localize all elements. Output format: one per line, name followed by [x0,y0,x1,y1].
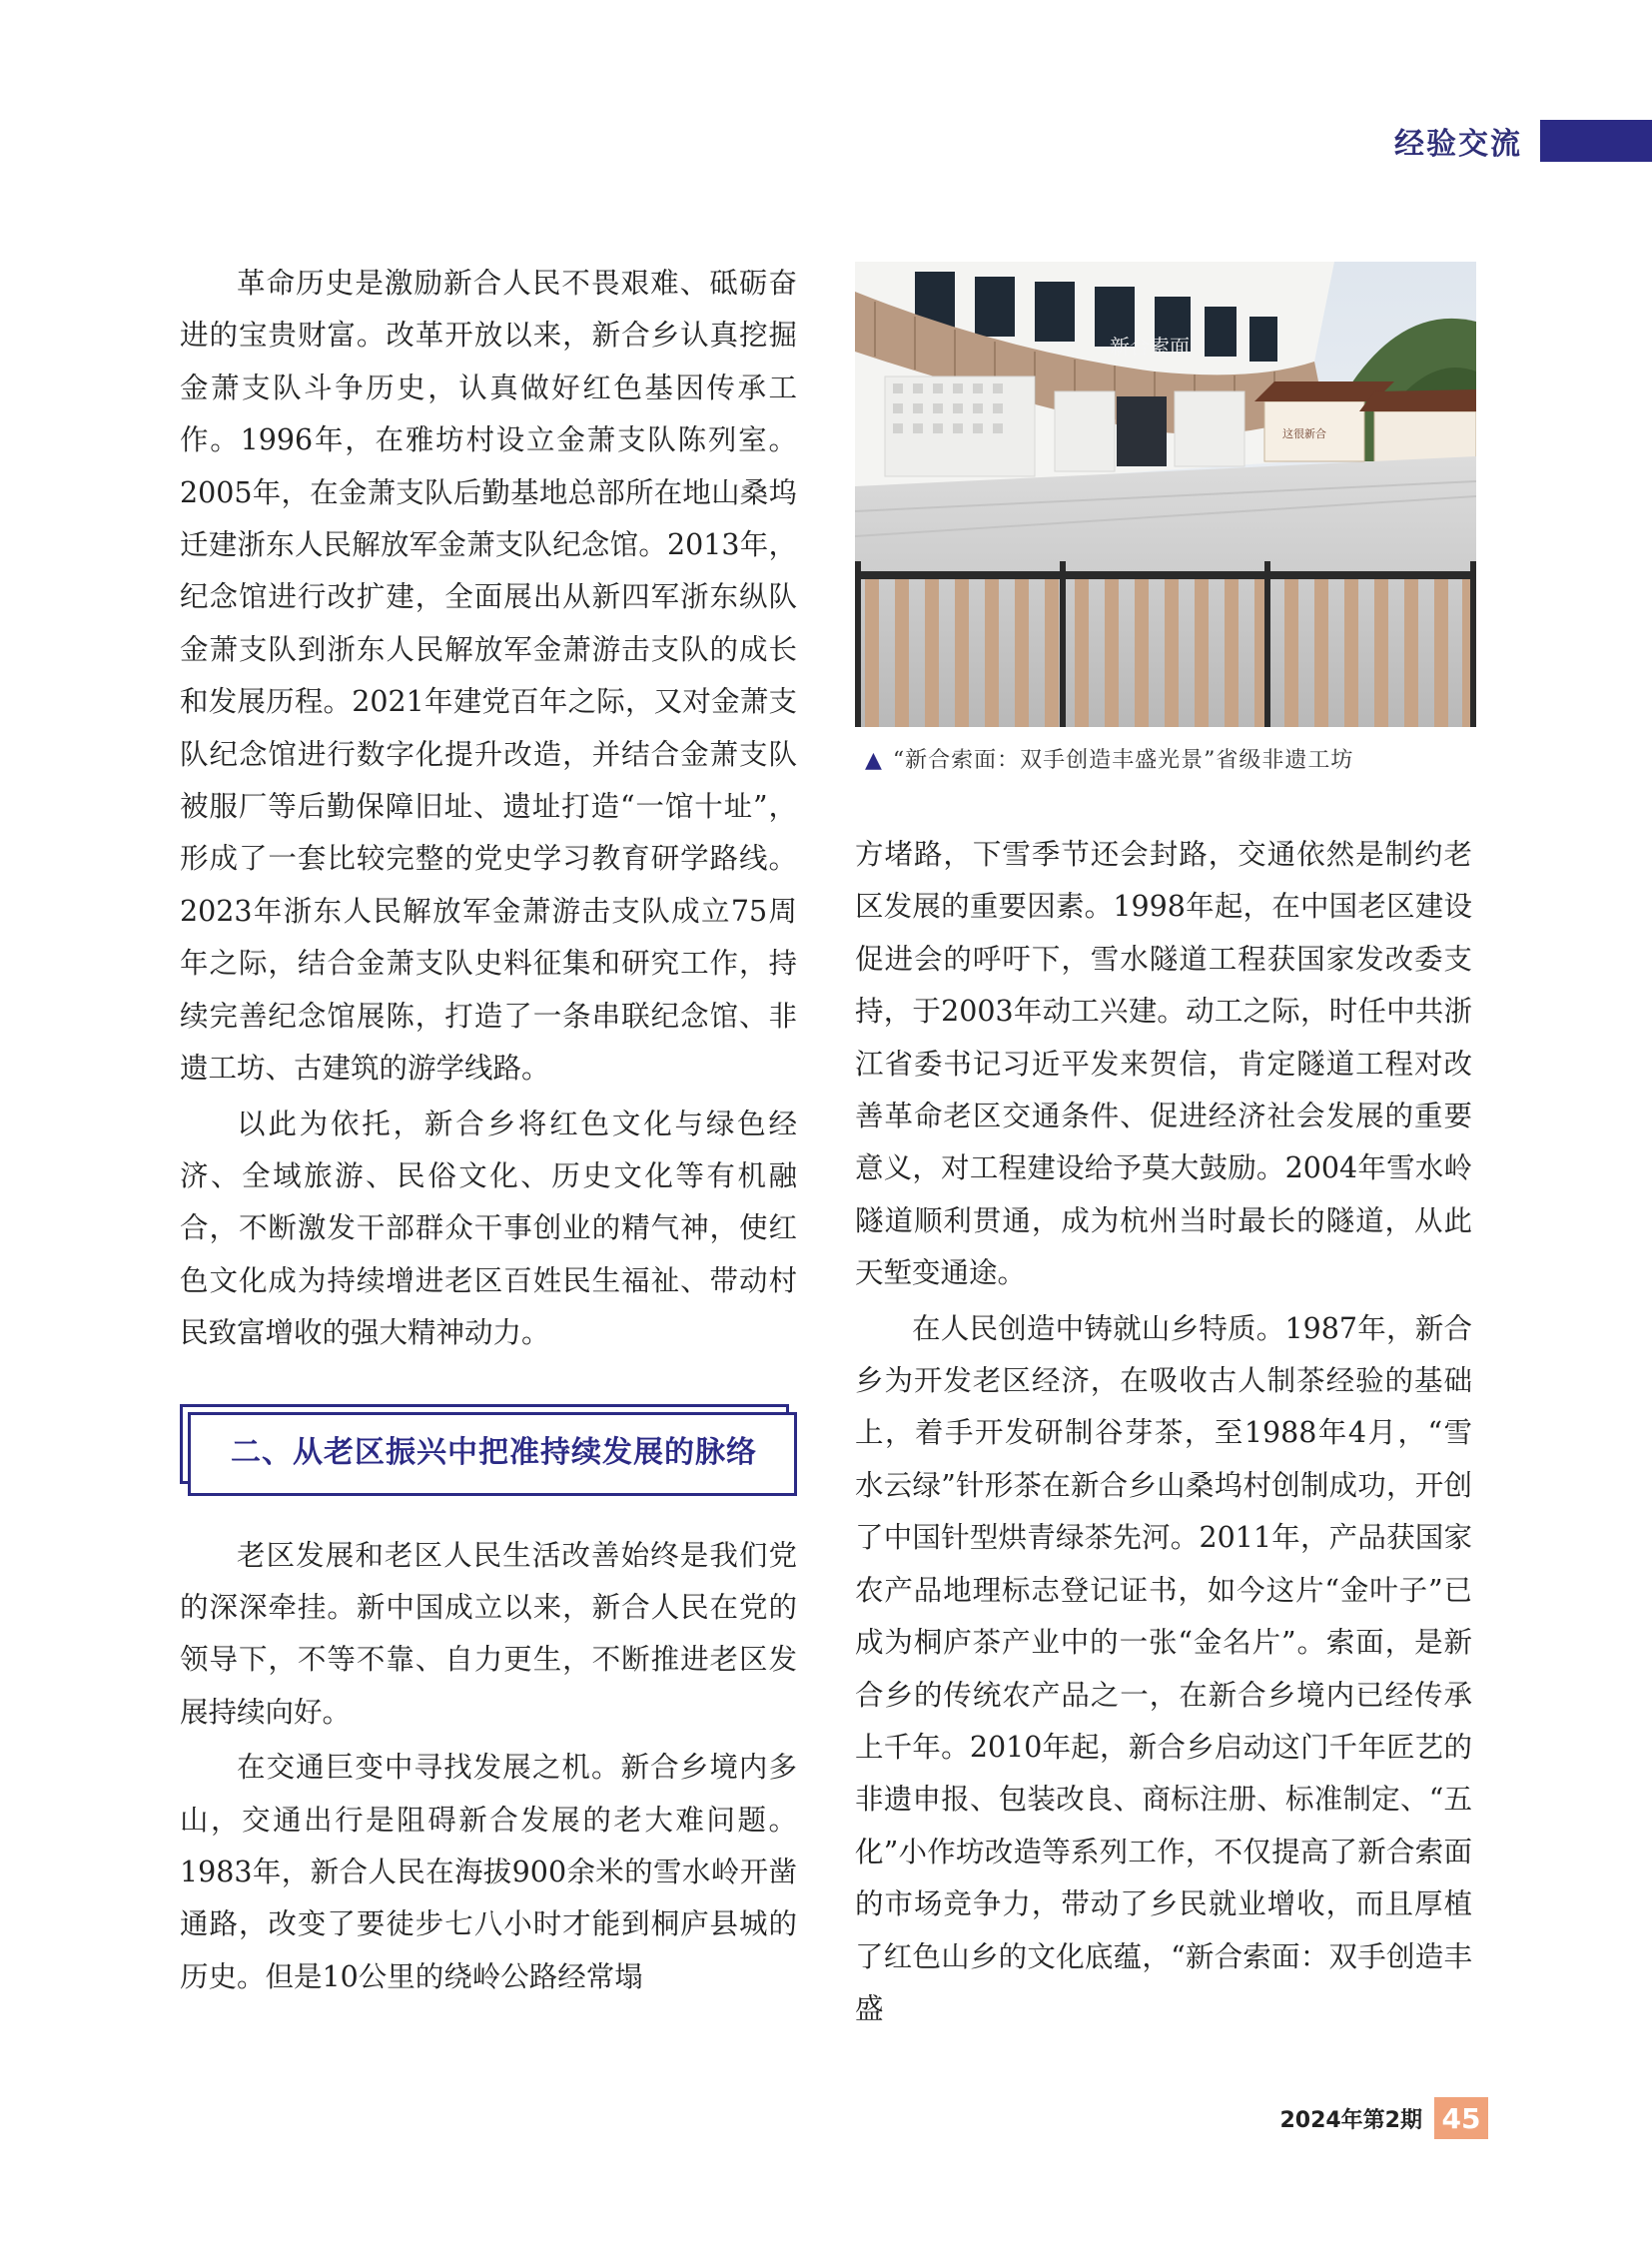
photo-sign: 新合索面 [1110,335,1190,359]
page-footer [1279,2097,1488,2139]
right-column [855,829,1472,2035]
heading-text: 二、从老区振兴中把准持续发展的脉络 [231,1435,757,1471]
photo-illustration [855,262,1476,727]
heading-box [188,1412,797,1496]
section-tag [1394,120,1652,162]
building-photo [855,262,1476,727]
paragraph: 在交通巨变中寻找发展之机。新合乡境内多山，交通出行是阻碍新合发展的老大难问题。1983年，新合人民在海拔900余米的雪水岭开凿通路，改变了要徒步七八小时才能到桐庐县城的历史。但是10公里的绕岭公路经常塌 [180,1751,797,1993]
page-number: 45 [1434,2097,1488,2139]
section-color-bar [1540,120,1652,162]
paragraph: 以此为依托，新合乡将红色文化与绿色经济、全域旅游、民俗文化、历史文化等有机融合，不断激发干部群众干事创业的精气神，使红色文化成为持续增进老区百姓民生福祉、带动村民致富增收的强大精神动力。 [180,1107,797,1350]
paragraph: 方堵路，下雪季节还会封路，交通依然是制约老区发展的重要因素。1998年起，在中国老区建设促进会的呼吁下，雪水隧道工程获国家发改委支持，于2003年动工兴建。动工之际，时任中共浙江省委书记习近平发来贺信，肯定隧道工程对改善革命老区交通条件、促进经济社会发展的重要意义，对工程建设给予莫大鼓励。2004年雪水岭隧道顺利贯通，成为杭州当时最长的隧道，从此天堑变通途。 [855,838,1472,1290]
paragraph: 在人民创造中铸就山乡特质。1987年，新合乡为开发老区经济，在吸收古人制茶经验的基础上，着手开发研制谷芽茶，至1988年4月，“雪水云绿”针形茶在新合乡山桑坞村创制成功，开创了中国针型烘青绿茶先河。2011年，产品获国家农产品地理标志登记证书，如今这片“金叶子”已成为桐庐茶产业中的一张“金名片”。索面，是新合乡的传统农产品之一，在新合乡境内已经传承上千年。2010年起，新合乡启动这门千年匠艺的非遗申报、包装改良、商标注册、标准制定、“五化”小作坊改造等系列工作，不仅提高了新合索面的市场竞争力，带动了乡民就业增收，而且厚植了红色山乡的文化底蕴，“新合索面：双手创造丰盛 [855,1311,1472,2025]
photo-side-sign: 这很新合 [1282,427,1326,440]
section-heading [180,1404,797,1494]
photo-caption [865,743,1353,774]
left-column [180,258,797,2003]
caption-triangle-icon: ▲ [865,748,883,773]
paragraph: 革命历史是激励新合人民不畏艰难、砥砺奋进的宝贵财富。改革开放以来，新合乡认真挖掘金萧支队斗争历史，认真做好红色基因传承工作。1996年，在雅坊村设立金萧支队陈列室。2005年，在金萧支队后勤基地总部所在地山桑坞迁建浙东人民解放军金萧支队纪念馆。2013年，纪念馆进行改扩建，全面展出从新四军浙东纵队金萧支队到浙东人民解放军金萧游击支队的成长和发展历程。2021年建党百年之际，又对金萧支队纪念馆进行数字化提升改造，并结合金萧支队被服厂等后勤保障旧址、遗址打造“一馆十址”，形成了一套比较完整的党史学习教育研学路线。2023年浙东人民解放军金萧游击支队成立75周年之际，结合金萧支队史料征集和研究工作，持续完善纪念馆展陈，打造了一条串联纪念馆、非遗工坊、古建筑的游学线路。 [180,267,797,1086]
issue-label: 2024年第2期 [1279,2107,1422,2133]
paragraph: 老区发展和老区人民生活改善始终是我们党的深深牵挂。新中国成立以来，新合人民在党的领导下，不等不靠、自力更生，不断推进老区发展持续向好。 [180,1538,797,1729]
section-title: 经验交流 [1394,127,1522,162]
caption-text: “新合索面：双手创造丰盛光景”省级非遗工坊 [892,748,1354,773]
